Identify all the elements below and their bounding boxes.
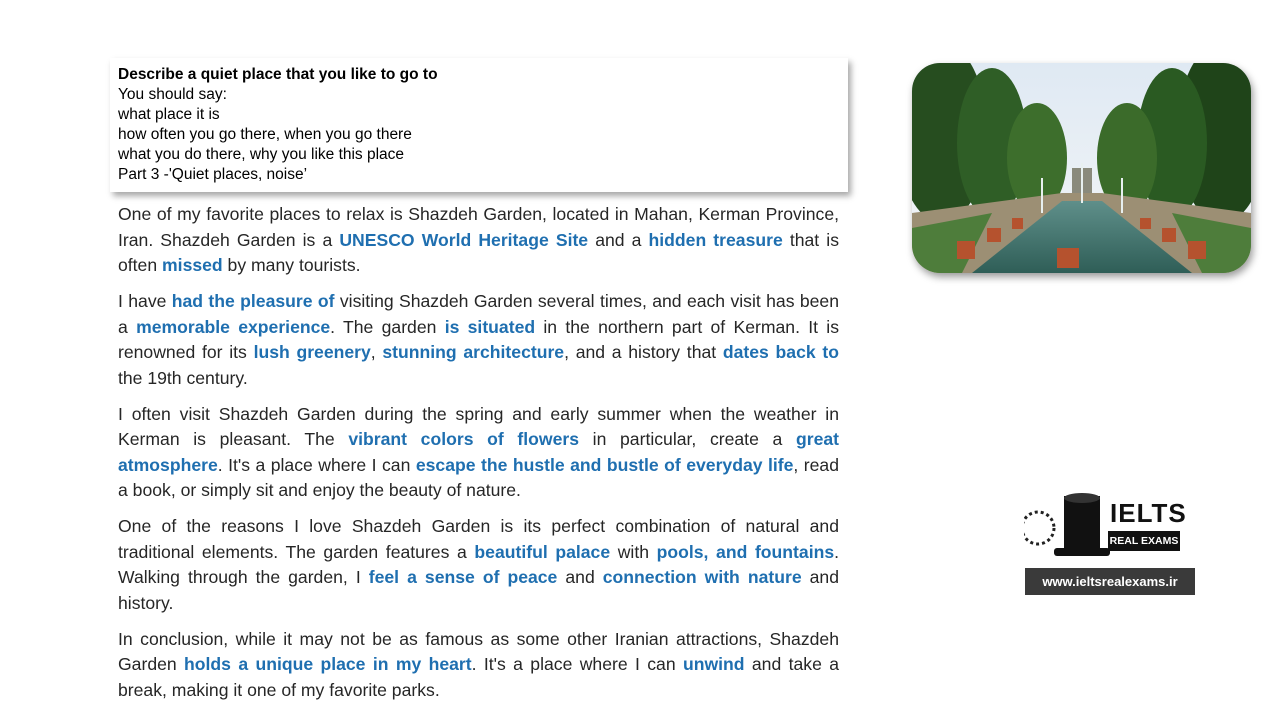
cue-card-line: what place it is <box>118 106 220 123</box>
website-url[interactable]: www.ieltsrealexams.ir <box>1025 568 1195 595</box>
garden-image <box>912 63 1251 273</box>
paragraph-text: visiting Shazdeh Garden several times, and each visit has been a <box>118 291 839 337</box>
cue-card-line: Part 3 -'Quiet places, noise’ <box>118 166 308 183</box>
highlighted-phrase: escape the hustle and bustle of everyday life <box>415 454 794 475</box>
highlighted-phrase: vibrant colors of flowers <box>348 429 579 449</box>
essay-body <box>118 202 839 714</box>
paragraph-text: , and a history that <box>564 342 723 362</box>
essay-paragraph <box>118 202 839 279</box>
cue-card-line: what you do there, why you like this place <box>118 146 405 163</box>
highlighted-phrase: dates back to <box>722 342 839 362</box>
essay-paragraph <box>118 289 839 391</box>
paragraph-text: I often visit Shazdeh Garden during the spring and early summer when the weather in Kerman is pleasant. The <box>118 403 839 449</box>
highlighted-phrase: feel a sense of peace <box>368 567 558 587</box>
highlighted-phrase: holds a unique place in my heart <box>184 654 472 674</box>
paragraph-text: . It's a place where I can <box>217 454 416 475</box>
garden-photo <box>912 63 1251 273</box>
paragraph-text: that is often <box>118 229 839 275</box>
highlighted-phrase: hidden treasure <box>648 229 783 250</box>
paragraph-text: and take a break, making it one of my favorite parks. <box>118 654 839 700</box>
highlighted-phrase: unwind <box>682 654 745 674</box>
logo-wordmark: IELTS <box>1110 498 1187 528</box>
paragraph-text: with <box>610 541 657 562</box>
paragraph-text: and <box>557 567 603 587</box>
cue-card-title: Describe a quiet place that you like to go to <box>118 66 438 83</box>
paragraph-text: in the northern part of Kerman. It is renowned for its <box>118 316 840 362</box>
paragraph-text: by many tourists. <box>222 255 361 275</box>
paragraph-text: . Walking through the garden, I <box>118 541 840 587</box>
essay-paragraph <box>118 627 839 704</box>
paragraph-text: . The garden <box>330 316 445 337</box>
paragraph-text: . It's a place where I can <box>471 654 683 674</box>
paragraph-text: and history. <box>118 567 839 613</box>
paragraph-text: One of my favorite places to relax is Shazdeh Garden, located in Mahan, Kerman Province, Iran. Shazdeh Garden is a <box>118 204 839 250</box>
cue-card-line: You should say: <box>118 86 227 103</box>
essay-paragraph <box>118 402 839 504</box>
highlighted-phrase: connection with nature <box>602 567 802 587</box>
highlighted-phrase: great atmosphere <box>118 429 839 475</box>
highlighted-phrase: missed <box>162 255 223 275</box>
highlighted-phrase: UNESCO World Heritage Site <box>339 229 589 250</box>
highlighted-phrase: is situated <box>444 316 536 337</box>
essay-paragraph <box>118 514 839 616</box>
highlighted-phrase: pools, and fountains <box>656 541 835 562</box>
highlighted-phrase: beautiful palace <box>474 541 611 562</box>
paragraph-text: One of the reasons I love Shazdeh Garden is its perfect combination of natural and traditional elements. The garden features a <box>118 516 839 562</box>
cue-card <box>110 58 848 192</box>
highlighted-phrase: memorable experience <box>136 316 331 337</box>
paragraph-text: and a <box>588 229 649 250</box>
paragraph-text: , read a book, or simply sit and enjoy the beauty of nature. <box>118 454 839 500</box>
cue-card-line: how often you go there, when you go there <box>118 126 412 143</box>
highlighted-phrase: lush greenery <box>253 342 371 362</box>
paragraph-text: in particular, create a <box>579 429 796 449</box>
paragraph-text: In conclusion, while it may not be as famous as some other Iranian attractions, Shazdeh Garden <box>118 628 839 674</box>
paragraph-text: I have <box>118 291 172 311</box>
paragraph-text: the 19th century. <box>118 367 248 388</box>
highlighted-phrase: stunning architecture <box>382 342 565 362</box>
highlighted-phrase: had the pleasure of <box>171 291 335 311</box>
paragraph-text: , <box>370 342 383 362</box>
logo-badge: REAL EXAMS <box>1108 531 1180 551</box>
